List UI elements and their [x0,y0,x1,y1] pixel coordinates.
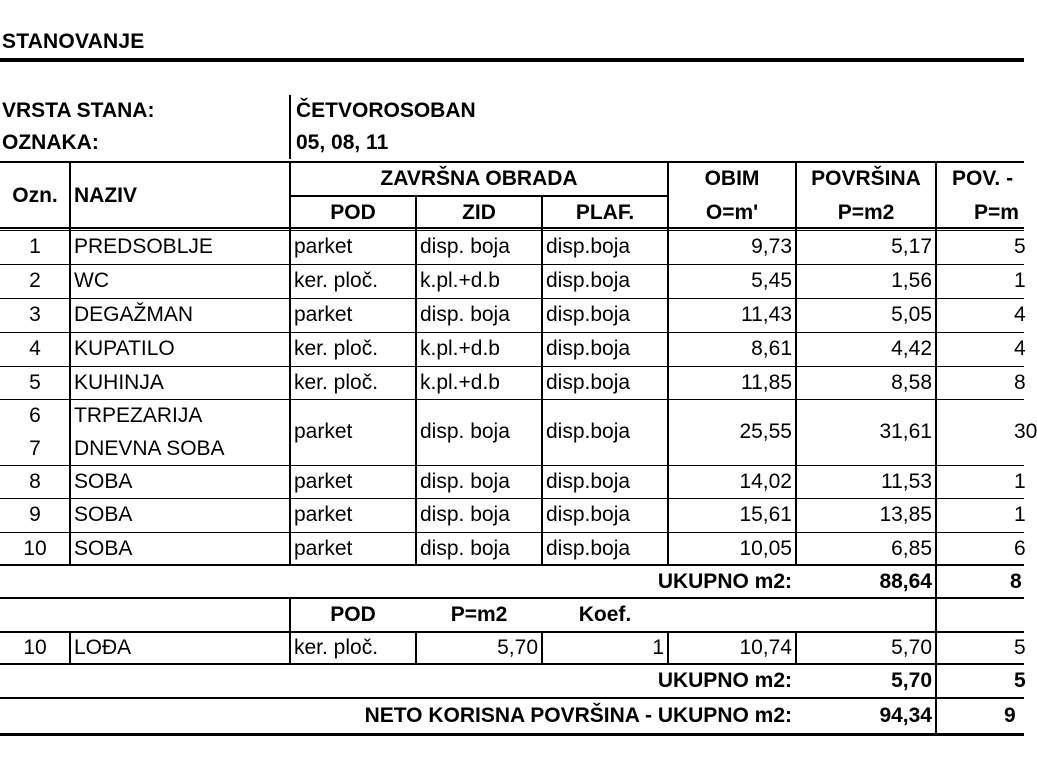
subtotal2-label: UKUPNO m2: [657,669,792,692]
room-povrsina: 5,17 [891,235,932,258]
header-ozn: Ozn. [12,184,58,207]
subtotal2-pov: 5 [1014,669,1026,692]
subheader-pm2: P=m2 [450,603,508,626]
col-rule-pov [935,162,937,734]
header-pod: POD [330,201,376,224]
total-bottom-rule [0,733,1024,736]
room-pov: 1 [1014,503,1026,526]
col-rule-povrsina [795,632,797,664]
extra-naziv: LOĐA [74,636,132,659]
extra-koef: 1 [652,636,664,659]
room-plaf: disp.boja [546,470,631,493]
room-ozn: 8 [29,470,41,493]
total-povrsina: 94,34 [879,704,932,727]
header-povrsina-unit: P=m2 [837,201,895,224]
room-plaf: disp.boja [546,537,631,560]
room-povrsina: 6,85 [891,537,932,560]
col-rule-pod [289,162,291,565]
subtotal-bottom-rule [0,597,1024,599]
room-ozn: 4 [29,337,41,360]
room-pov: 8 [1014,371,1026,394]
header-povrsina: POVRŠINA [811,167,921,190]
room-ozn: 1 [29,235,41,258]
col-rule-pod [289,598,291,664]
total-pov: 9 [1004,704,1016,727]
room-obim: 9,73 [751,235,792,258]
room-pod: parket [294,303,353,326]
room-zid: k.pl.+d.b [420,269,500,292]
header-pov-unit: P=m [974,201,1019,224]
room-povrsina: 1,56 [891,269,932,292]
subheader-pod: POD [330,603,376,626]
subtotal-rule [0,564,1024,566]
row-rule [0,465,1024,466]
title-rule [0,58,1024,62]
room-obim: 11,43 [741,303,792,326]
room-naziv: SOBA [74,537,133,560]
subheader-bottom-rule [0,631,1024,633]
extra-obim: 10,74 [739,636,792,659]
room-naziv: KUPATILO [74,337,175,360]
col-rule-zid [415,632,417,664]
room-zid: k.pl.+d.b [420,371,500,394]
room-plaf: disp.boja [546,235,631,258]
extra-pm2: 5,70 [497,636,538,659]
room-pov: 1 [1014,269,1026,292]
col-rule-zid [415,196,417,565]
room-povrsina: 31,61 [879,420,932,443]
col-rule-naziv [69,162,71,565]
room-naziv: SOBA [74,503,133,526]
subtotal2-bottom-rule [0,697,1024,699]
apartment-code-label: OZNAKA: [2,131,99,154]
apartment-code-value: 05, 08, 11 [296,131,389,154]
room-obim: 14,02 [739,470,792,493]
room-zid: disp. boja [420,503,510,526]
room-plaf: disp.boja [546,337,631,360]
room-ozn: 3 [29,303,41,326]
col-rule-plaf [541,632,543,664]
room-zid: k.pl.+d.b [420,337,500,360]
room-plaf: disp.boja [546,269,631,292]
room-naziv: SOBA [74,470,133,493]
room-pov: 1 [1014,470,1026,493]
room-pod: parket [294,470,353,493]
extra-bottom-rule [0,663,1024,665]
row-rule [0,498,1024,499]
row-rule [0,332,1024,333]
subtotal-povrsina: 88,64 [879,570,932,593]
room-plaf: disp.boja [546,420,631,443]
room-pov: 4 [1014,337,1026,360]
room-naziv: DEGAŽMAN [74,303,194,326]
room-povrsina: 4,42 [891,337,932,360]
subtotal-pov: 8 [1010,570,1022,593]
room-plaf: disp.boja [546,503,631,526]
header-plaf: PLAF. [575,201,635,224]
header-top-rule [0,161,1024,163]
extra-ozn: 10 [23,636,47,659]
header-zid: ZID [462,201,496,224]
room-naziv: WC [74,269,109,292]
room-pod: parket [294,503,353,526]
room-naziv: PREDSOBLJE [74,235,213,258]
room-obim: 25,55 [739,420,792,443]
page-title: STANOVANJE [2,30,145,53]
col-rule-obim [667,162,669,565]
total-label: NETO KORISNA POVRŠINA - UKUPNO m2: [364,704,792,727]
header-bottom-rule [0,227,1024,229]
apartment-type-label: VRSTA STANA: [2,99,155,122]
room-zid: disp. boja [420,235,510,258]
room-ozn: 6 [29,404,41,427]
room-povrsina: 8,58 [891,371,932,394]
room-pov: 30 [1014,420,1037,443]
header-zavrsna-obrada: ZAVRŠNA OBRADA [380,167,578,190]
room-povrsina: 13,85 [879,503,932,526]
room-obim: 10,05 [739,537,792,560]
header-pov: POV. - [952,167,1014,190]
col-rule-plaf [541,196,543,565]
room-povrsina: 11,53 [881,470,932,493]
room-pod: parket [294,537,353,560]
room-pod: parket [294,235,353,258]
room-plaf: disp.boja [546,371,631,394]
row-rule [0,366,1024,367]
subtotal2-povrsina: 5,70 [891,669,932,692]
room-pod: ker. ploč. [294,269,379,292]
room-pov: 6 [1014,537,1026,560]
extra-povrsina: 5,70 [891,636,932,659]
room-ozn: 7 [29,437,41,460]
room-naziv: KUHINJA [74,371,164,394]
col-rule-obim [667,632,669,664]
room-obim: 5,45 [751,269,792,292]
room-obim: 8,61 [751,337,792,360]
row-rule [0,399,1024,400]
room-plaf: disp.boja [546,303,631,326]
room-zid: disp. boja [420,420,510,443]
apartment-type-value: ČETVOROSOBAN [296,99,476,122]
room-pod: ker. ploč. [294,337,379,360]
info-divider [289,95,291,159]
room-povrsina: 5,05 [891,303,932,326]
subheader-koef: Koef. [578,603,632,626]
room-ozn: 2 [29,269,41,292]
header-obim: OBIM [704,167,760,190]
room-ozn: 5 [29,371,41,394]
room-pov: 5 [1014,235,1026,258]
room-zid: disp. boja [420,470,510,493]
room-naziv: TRPEZARIJA [74,404,203,427]
extra-pod: ker. ploč. [294,636,379,659]
header-sub-rule [290,195,668,197]
col-rule-povrsina [795,162,797,565]
col-rule-naziv [69,632,71,664]
row-rule [0,532,1024,533]
row-rule [0,264,1024,265]
room-naziv: DNEVNA SOBA [74,437,225,460]
row-rule [0,298,1024,299]
room-ozn: 9 [29,503,41,526]
header-naziv: NAZIV [74,184,137,207]
room-pod: ker. ploč. [294,371,379,394]
header-obim-unit: O=m' [705,201,759,224]
subtotal-label: UKUPNO m2: [657,570,792,593]
header-bottom-rule-double [0,230,1024,231]
room-obim: 15,61 [739,503,792,526]
room-ozn: 10 [23,537,47,560]
room-obim: 11,85 [741,371,792,394]
room-pod: parket [294,420,353,443]
room-zid: disp. boja [420,303,510,326]
room-zid: disp. boja [420,537,510,560]
extra-pov: 5 [1014,636,1026,659]
room-pov: 4 [1014,303,1026,326]
